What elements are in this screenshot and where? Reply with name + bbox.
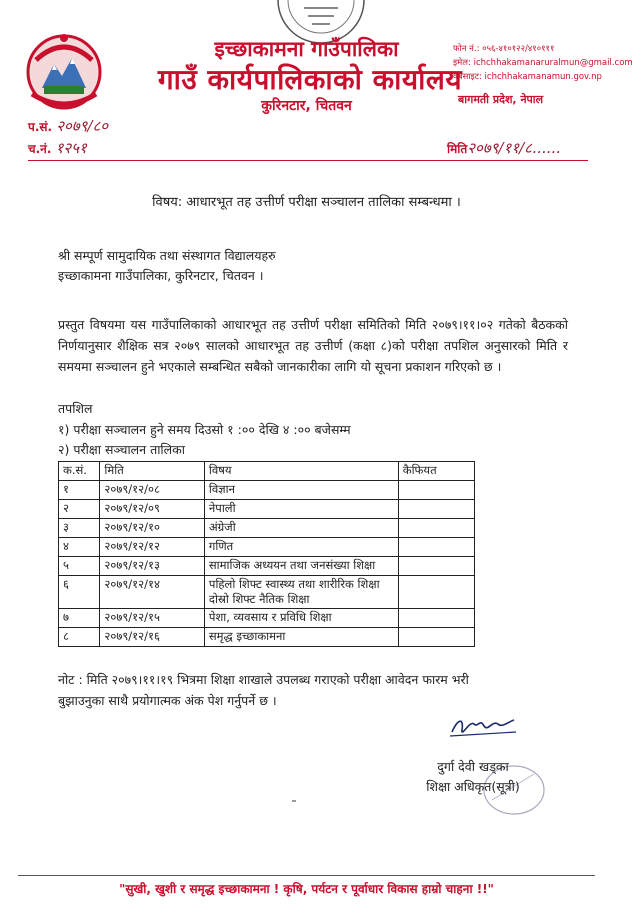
province-text: बागमती प्रदेश, नेपाल — [458, 93, 544, 106]
office-seal-icon — [266, 0, 376, 36]
row-date: २०७९/१२/०९ — [100, 500, 205, 519]
row-remark — [398, 481, 474, 500]
row-sn: ७ — [59, 609, 100, 628]
table-row — [59, 500, 475, 519]
phone-text: फोन नं.: ०५६-४१०१२२/४१०१११ — [453, 44, 555, 54]
row-sn: १ — [59, 481, 100, 500]
table-row — [59, 481, 475, 500]
table-row — [59, 538, 475, 557]
table-row — [59, 609, 475, 628]
ps-label: प.सं. — [28, 120, 53, 134]
cn-value: १२५१ — [55, 139, 87, 157]
row-sn: ५ — [59, 557, 100, 576]
row-subject-shift-1: पहिलो शिफ्ट स्वास्थ्य तथा शारीरिक शिक्षा — [208, 577, 380, 591]
contact-block — [453, 42, 633, 84]
row-sn: ६ — [59, 576, 100, 609]
website-text: वेबसाइट: ichchhakamanamun.gov.np — [453, 72, 602, 82]
header-sn: क.सं. — [59, 462, 100, 481]
row-remark — [398, 557, 474, 576]
table-row — [59, 576, 475, 609]
header-divider — [28, 160, 588, 161]
body-paragraph: प्रस्तुत विषयमा यस गाउँपालिकाको आधारभूत तह उत्तीर्ण परीक्षा समितिको मिति २०७९।११।०२ गतेको बैठकको निर्णयानुसार शैक्षिक सत्र २०७९ सालको आधारभूत तह उत्तीर्ण (कक्षा ८)को परीक्षा तपशिल अनुसारको मिति र समयमा सञ्चालन हुने भएकाले सम्बन्धित सबैको जानकारीका लागि यो सूचना प्रकाशन गरिएको छ । — [58, 317, 568, 374]
footer-divider — [18, 875, 595, 876]
signer-name: दुर्गा देवी खड्का — [437, 759, 509, 774]
email-text: इमेल: ichchhakamanaruralmun@gmail.com — [453, 58, 633, 68]
row-subject: सामाजिक अध्ययन तथा जनसंख्या शिक्षा — [204, 557, 398, 576]
row-date: २०७९/१२/१६ — [100, 628, 205, 647]
row-sn: ३ — [59, 519, 100, 538]
office-location: कुरिनटार, चितवन — [261, 98, 352, 114]
row-subject — [204, 576, 398, 609]
row-sn: ८ — [59, 628, 100, 647]
office-title: गाउँ कार्यपालिकाको कार्यालय — [157, 63, 463, 96]
row-remark — [398, 538, 474, 557]
row-subject: विज्ञान — [204, 481, 398, 500]
table-row — [59, 519, 475, 538]
row-date: २०७९/१२/१० — [100, 519, 205, 538]
table-row — [59, 628, 475, 647]
date-label: मिति — [447, 142, 468, 156]
details-item-2: २) परीक्षा सञ्चालन तालिका — [58, 442, 185, 457]
row-subject: समृद्ध इच्छाकामना — [204, 628, 398, 647]
header-date: मिति — [100, 462, 205, 481]
row-sn: २ — [59, 500, 100, 519]
row-sn: ४ — [59, 538, 100, 557]
page-mark — [292, 800, 296, 802]
signer-title: शिक्षा अधिकृत(सूत्री) — [426, 779, 520, 794]
date-value: २०७९/११/८...... — [467, 139, 561, 157]
dispatch-number — [28, 138, 87, 158]
header-subject: विषय — [204, 462, 398, 481]
row-remark — [398, 628, 474, 647]
signature-icon — [448, 710, 518, 742]
subject-line: विषय: आधारभूत तह उत्तीर्ण परीक्षा सञ्चालन तालिका सम्बन्धमा । — [152, 195, 461, 210]
row-date: २०७९/१२/१५ — [100, 609, 205, 628]
row-subject: नेपाली — [204, 500, 398, 519]
ps-value: २०७९/८० — [56, 117, 109, 135]
reference-number — [28, 116, 108, 136]
details-item-1: १) परीक्षा सञ्चालन हुने समय दिउसो १ :०० देखि ४ :०० बजेसम्म — [58, 422, 351, 437]
note-line-2: बुझाउनुका साथै प्रयोगात्मक अंक पेश गर्नुपर्ने छ । — [58, 693, 277, 708]
row-subject: गणित — [204, 538, 398, 557]
cn-label: च.नं. — [28, 142, 52, 156]
row-date: २०७९/१२/०८ — [100, 481, 205, 500]
row-date: २०७९/१२/१४ — [100, 576, 205, 609]
note-line-1: नोट : मिति २०७९।११।१९ भित्रमा शिक्षा शाखाले उपलब्ध गराएको परीक्षा आवेदन फारम भरी — [58, 672, 469, 687]
table-row — [59, 557, 475, 576]
signer-block — [408, 757, 538, 797]
letter-date — [447, 138, 561, 158]
row-subject: पेशा, व्यवसाय र प्रविधि शिक्षा — [204, 609, 398, 628]
addressee-line-2: इच्छाकामना गाउँपालिका, कुरिनटार, चितवन । — [58, 268, 264, 283]
row-remark — [398, 576, 474, 609]
table-header-row — [59, 462, 475, 481]
row-date: २०७९/१२/१३ — [100, 557, 205, 576]
row-subject: अंग्रेजी — [204, 519, 398, 538]
row-subject-shift-2: दोस्रो शिफ्ट नैतिक शिक्षा — [208, 592, 310, 606]
row-remark — [398, 500, 474, 519]
row-date: २०७९/१२/१२ — [100, 538, 205, 557]
exam-schedule-table — [58, 461, 475, 647]
addressee-line-1: श्री सम्पूर्ण सामुदायिक तथा संस्थागत विद्यालयहरु — [58, 248, 276, 263]
footer-slogan: "सुखी, खुशी र समृद्ध इच्छाकामना ! कृषि, पर्यटन र पूर्वाधार विकास हाम्रो चाहना !!" — [119, 882, 494, 896]
row-remark — [398, 519, 474, 538]
row-remark — [398, 609, 474, 628]
municipality-name: इच्छाकामना गाउँपालिका — [214, 37, 399, 61]
details-heading: तपशिल — [58, 401, 93, 416]
header-remark: कैफियत — [398, 462, 474, 481]
